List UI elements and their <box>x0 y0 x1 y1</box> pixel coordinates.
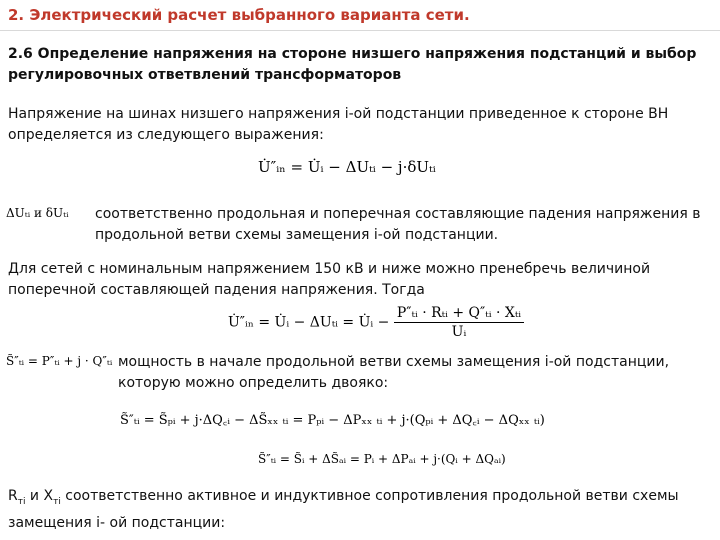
formula-power-definition: S̃″ₜᵢ = P″ₜᵢ + j · Q″ₜᵢ <box>6 354 113 368</box>
symbol-x-subscript: тi <box>53 496 61 507</box>
symbol-r: R <box>8 488 18 504</box>
paragraph-intro: Напряжение на шинах низшего напряжения i-ой подстанции приведенное к стороне ВН определяется из следующего выражения: <box>8 106 669 143</box>
formula-power-variant-2: S̃″ₜᵢ = S̃ᵢ + ΔS̃ₐᵢ = Pᵢ + ΔPₐᵢ + j·(Qᵢ + ΔQₐᵢ) <box>258 452 506 466</box>
section-title: 2.6 Определение напряжения на стороне низшего напряжения подстанций и выбор регулировочных ответвлений трансформаторов <box>8 46 697 83</box>
formula-voltage-simplified <box>228 305 524 340</box>
title-divider <box>0 30 720 31</box>
formula-voltage-low-side: U̇″ᵢₙ = U̇ᵢ − ΔUₜᵢ − j·δUₜᵢ <box>258 158 436 176</box>
slide-title: 2. Электрический расчет выбранного варианта сети. <box>8 6 470 24</box>
paragraph-power-start: мощность в начале продольной ветви схемы замещения i-ой подстанции, которую можно определить двояко: <box>118 354 670 391</box>
formula-fraction-denominator: Uᵢ <box>451 324 467 340</box>
formula-voltage-fraction <box>394 305 524 340</box>
formula-fraction-numerator: P″ₜᵢ · Rₜᵢ + Q″ₜᵢ · Xₜᵢ <box>394 305 524 323</box>
paragraph-simplification: Для сетей с номинальным напряжением 150 кВ и ниже можно пренебречь величиной поперечной составляющей падения напряжения. Тогда <box>8 261 651 298</box>
paragraph-resistances <box>8 486 708 534</box>
symbol-x: и X <box>25 488 54 504</box>
formula-voltage-simplified-left: U̇″ᵢₙ = U̇ᵢ − ΔUₜᵢ = U̇ᵢ − <box>228 314 390 331</box>
formula-power-variant-1: S̃″ₜᵢ = S̃ₚᵢ + j·ΔQ꜀ᵢ − ΔS̃ₓₓ ₜᵢ = Pₚᵢ − ΔPₓₓ ₜᵢ + j·(Qₚᵢ + ΔQ꜀ᵢ − ΔQₓₓ ₜᵢ) <box>120 413 545 428</box>
paragraph-drop-components: соответственно продольная и поперечная составляющие падения напряжения в продольной ветви схемы замещения i-ой подстанции. <box>95 206 701 243</box>
symbol-r-subscript: тi <box>17 496 26 507</box>
paragraph-resistances-text: соответственно активное и индуктивное сопротивления продольной ветви схемы замещения i- ой подстанции: <box>8 488 679 531</box>
formula-voltage-drop-components: ΔUₜᵢ и δUₜᵢ <box>6 206 69 220</box>
